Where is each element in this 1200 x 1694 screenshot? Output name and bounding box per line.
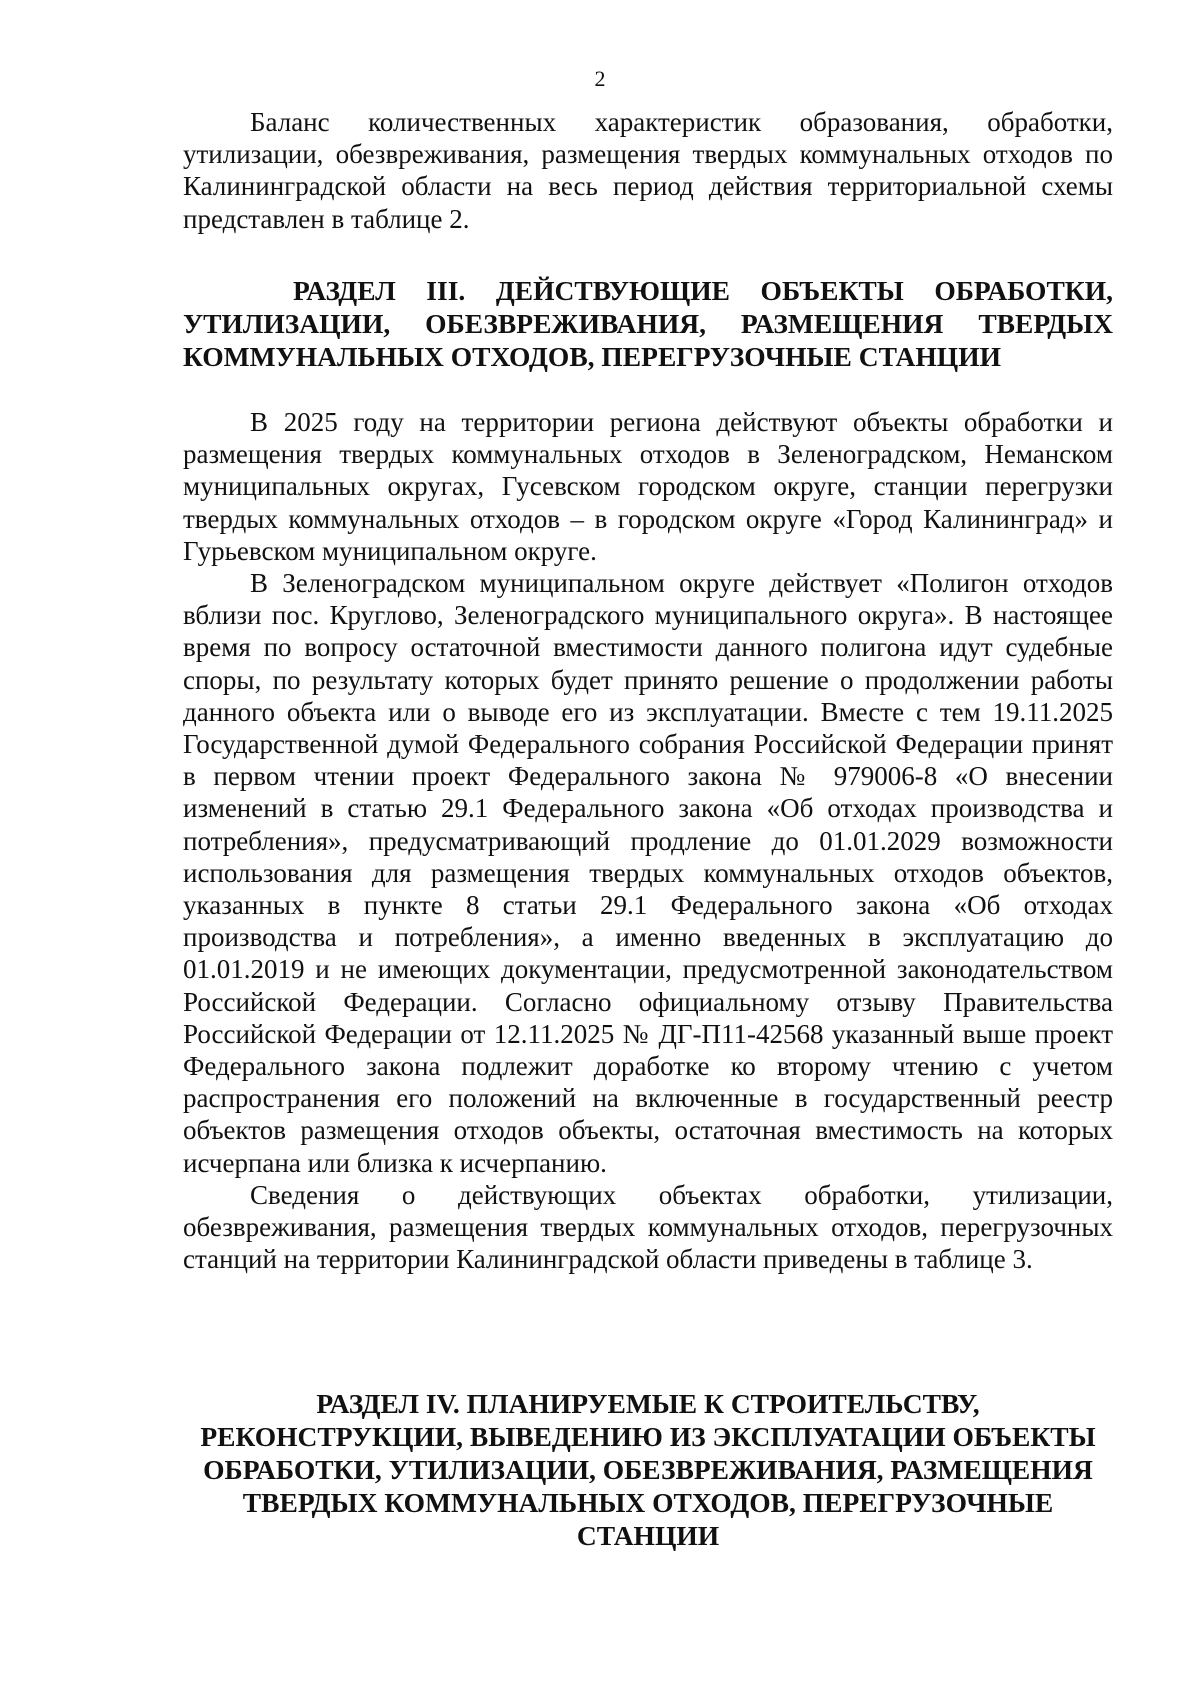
section-3-paragraph-2: В Зеленоградском муниципальном округе действует «Полигон отходов вблизи пос. Круглово, Зеленоградского муниципального округа». В настоящее время по вопросу остаточной вместимости данного полигона идут судебные споры, по результату которых будет принято решение о продолжении работы данного объекта или о выводе его из эксплуатации. Вместе с тем 19.11.2025 Государственной думой Федерального собрания Российской Федерации принят в первом чтении проект Федерального закона № 979006-8 «О внесении изменений в статью 29.1 Федерального закона «Об отходах производства и потребления», предусматривающий продление до 01.01.2029 возможности использования для размещения твердых коммунальных отходов объектов, указанных в пункте 8 статьи 29.1 Федерального закона «Об отходах производства и потребления», а именно введенных в эксплуатацию до 01.01.2019 и не имеющих документации, предусмотренной законодательством Российской Федерации. Согласно официальному отзыву Правительства Российской Федерации от 12.11.2025 № ДГ-П11-42568 указанный выше проект Федерального закона подлежит доработке ко второму чтению с учетом распространения его положений на включенные в государственный реестр объектов размещения отходов объекты, остаточная вместимость на которых исчерпана или близка к исчерпанию.: [183, 568, 1113, 1178]
intro-block: [183, 106, 1113, 235]
page-number: 2: [594, 66, 606, 91]
section-3-paragraph-1: В 2025 году на территории региона действуют объекты обработки и размещения твердых коммунальных отходов в Зеленоградском, Неманском муниципальных округах, Гусевском городском округе, станции перегрузки твердых коммунальных отходов – в городском округе «Город Калининград» и Гурьевском муниципальном округе.: [183, 407, 1113, 566]
section-3-body: [183, 406, 1113, 1275]
section-3-heading: РАЗДЕЛ III. ДЕЙСТВУЮЩИЕ ОБЪЕКТЫ ОБРАБОТКИ, УТИЛИЗАЦИИ, ОБЕЗВРЕЖИВАНИЯ, РАЗМЕЩЕНИЯ ТВЕРДЫХ КОММУНАЛЬНЫХ ОТХОДОВ, ПЕРЕГРУЗОЧНЫЕ СТАНЦИИ: [183, 275, 1113, 372]
section-4-heading: РАЗДЕЛ IV. ПЛАНИРУЕМЫЕ К СТРОИТЕЛЬСТВУ, РЕКОНСТРУКЦИИ, ВЫВЕДЕНИЮ ИЗ ЭКСПЛУАТАЦИИ ОБЪЕКТЫ ОБРАБОТКИ, УТИЛИЗАЦИИ, ОБЕЗВРЕЖИВАНИЯ, РАЗМЕЩЕНИЯ ТВЕРДЫХ КОММУНАЛЬНЫХ ОТХОДОВ, ПЕРЕГРУЗОЧНЫЕ СТАНЦИИ: [200, 1388, 1096, 1551]
intro-paragraph: Баланс количественных характеристик образования, обработки, утилизации, обезвреживания, размещения твердых коммунальных отходов по Калининградской области на весь период действия территориальной схемы представлен в таблице 2.: [183, 107, 1113, 234]
section-3-paragraph-3: Сведения о действующих объектах обработки, утилизации, обезвреживания, размещения твердых коммунальных отходов, перегрузочных станций на территории Калининградской области приведены в таблице 3.: [183, 1179, 1113, 1275]
